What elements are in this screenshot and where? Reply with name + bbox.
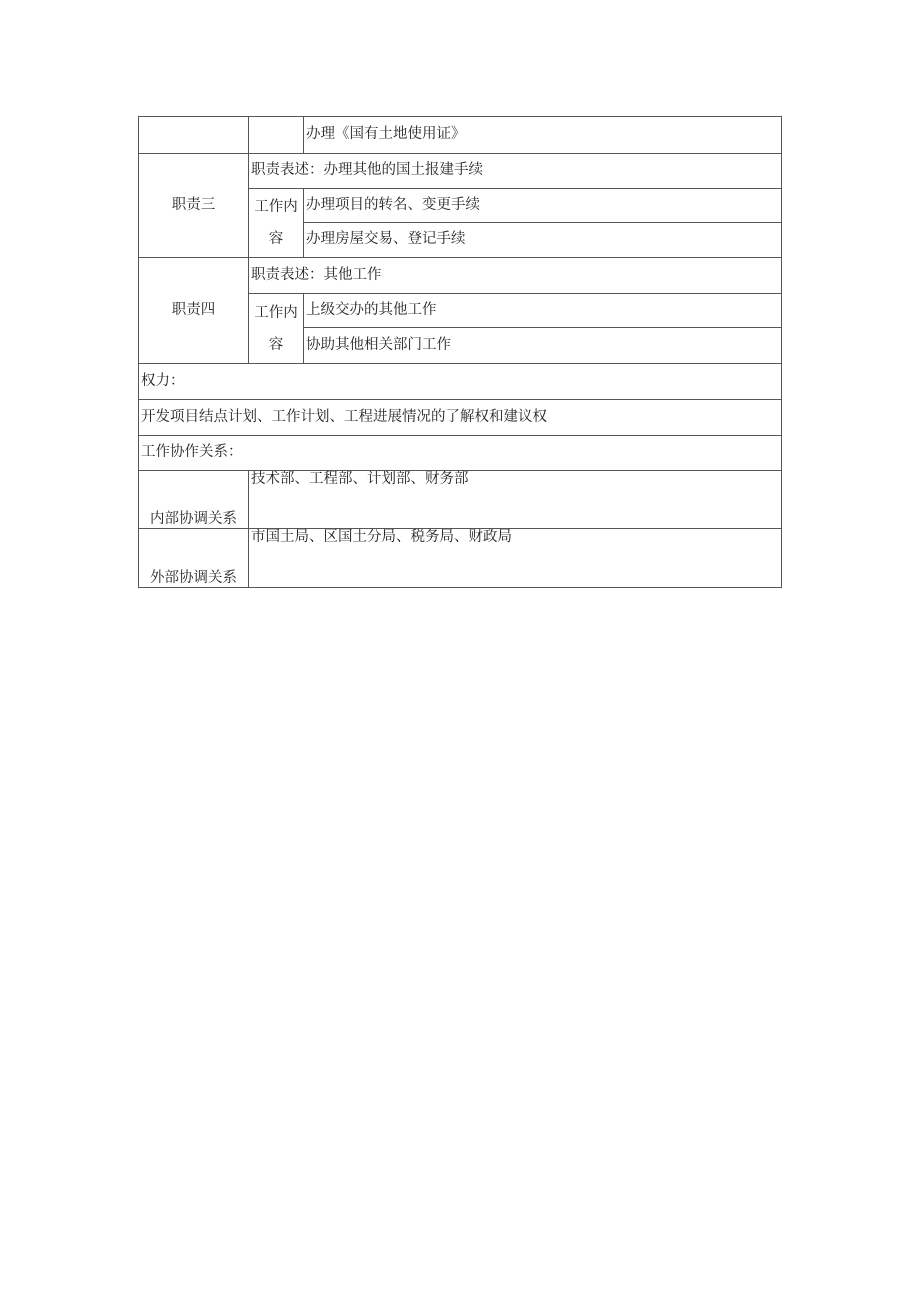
table-row [139,400,782,436]
external-coordination-text: 市国土局、区国土分局、税务局、财政局 [249,529,782,588]
internal-coordination-label: 内部协调关系 [139,471,249,529]
authority-label: 权力： [139,364,782,400]
work-content-label: 工作内容 [249,189,304,258]
empty-cell [139,117,249,154]
table-row [139,436,782,471]
empty-cell [249,117,304,154]
table-row [139,117,782,154]
duty-three-label: 职责三 [139,154,249,258]
job-description-table [138,116,782,588]
table-row [139,471,782,529]
work-item: 办理项目的转名、变更手续 [304,189,782,223]
duty-four-label: 职责四 [139,258,249,364]
work-item: 上级交办的其他工作 [304,294,782,328]
external-coordination-label: 外部协调关系 [139,529,249,588]
table-row [139,154,782,189]
table-row [139,364,782,400]
duty-four-description: 职责表述：其他工作 [249,258,782,294]
duty-three-description: 职责表述：办理其他的国土报建手续 [249,154,782,189]
cooperation-label: 工作协作关系： [139,436,782,471]
work-item: 办理房屋交易、登记手续 [304,223,782,258]
work-item: 办理《国有土地使用证》 [304,117,782,154]
authority-text: 开发项目结点计划、工作计划、工程进展情况的了解权和建议权 [139,400,782,436]
work-item: 协助其他相关部门工作 [304,328,782,364]
table-row [139,529,782,588]
internal-coordination-text: 技术部、工程部、计划部、财务部 [249,471,782,529]
table-row [139,258,782,294]
work-content-label: 工作内容 [249,294,304,364]
